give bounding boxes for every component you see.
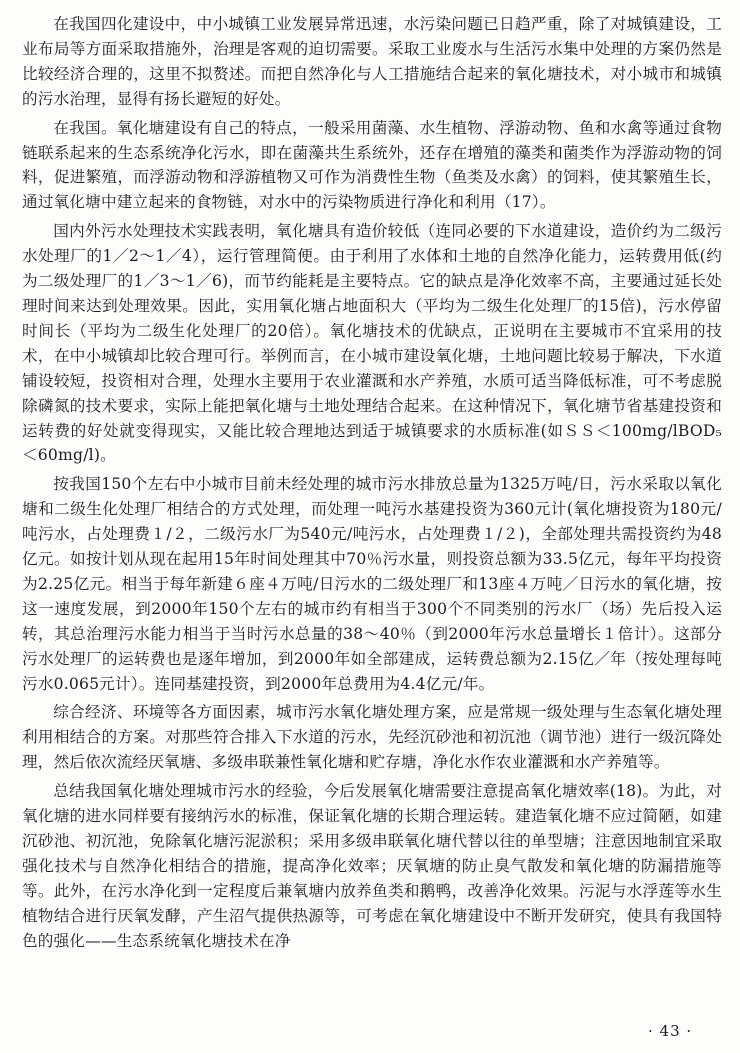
paragraph-5: 综合经济、环境等各方面因素，城市污水氧化塘处理方案，应是常规一级处理与生态氧化塘处理利用相结合的方案。对那些符合排入下水道的污水，先经沉砂池和初沉池（调节池）进行一级沉降处理，然后依次流经厌氧塘、多级串联兼性氧化塘和贮存塘，净化水作农业灌溉和水产养殖等。 — [22, 703, 722, 772]
document-body — [22, 12, 722, 954]
paragraph-4: 按我国150个左右中小城市目前未经处理的城市污水排放总量为1325万吨/日，污水采取以氧化塘和二级生化处理厂相结合的方式处理，而处理一吨污水基建投资为360元计(氧化塘投资为180元/吨污水，占处理费１/２，二级污水厂为540元/吨污水，占处理费１/２)，全部处理共需投资约为48亿元。如按计划从现在起用15年时间处理其中70％污水量，则投资总额为33.5亿元，每年平均投资为2.25亿元。相当于每年新建６座４万吨/日污水的二级处理厂和13座４万吨／日污水的氧化塘，按这一速度发展，到2000年150个左右的城市约有相当于300个不同类别的污水厂（场）先后投入运转，其总治理污水能力相当于当时污水总量的38～40％（到2000年污水总量增长１倍计）。这部分污水处理厂的运转费也是逐年增加，到2000年如全部建成，运转费总额为2.15亿／年（按处理每吨污水0.065元计）。连同基建投资，到2000年总费用为4.4亿元/年。 — [22, 475, 722, 693]
paragraph-2: 在我国。氧化塘建设有自己的特点，一般采用菌藻、水生植物、浮游动物、鱼和水禽等通过食物链联系起来的生态系统净化污水，即在菌藻共生系统外，还存在增殖的藻类和菌类作为浮游动物的饲料，促进繁殖，而浮游动物和浮游植物又可作为消费性生物（鱼类及水禽）的饲料，使其繁殖生长，通过氧化塘中建立起来的食物链，对水中的污染物质进行净化和利用（17）。 — [22, 118, 722, 212]
page-number: · 43 · — [648, 1022, 693, 1040]
paragraph-3: 国内外污水处理技术实践表明，氧化塘具有造价较低（连同必要的下水道建设，造价约为二级污水处理厂的1／2～1／4），运行管理简便。由于利用了水体和土地的自然净化能力，运转费用低(约为二级处理厂的1／3～1／6)，而节约能耗是主要特点。它的缺点是净化效率不高，主要通过延长处理时间来达到处理效果。因此，实用氧化塘占地面积大（平均为二级生化处理厂的15倍)，污水停留时间长（平均为二级生化处理厂的20倍）。氧化塘技术的优缺点，正说明在主要城市不宜采用的技术，在中小城镇却比较合理可行。举例而言，在小城市建设氧化塘，土地问题比较易于解决，下水道铺设较短，投资相对合理，处理水主要用于农业灌溉和水产养殖，水质可适当降低标准，可不考虑脱除磷氮的技术要求，实际上能把氧化塘与土地处理结合起来。在这种情况下，氧化塘节省基建投资和运转费的好处就变得现实，又能比较合理地达到适于城镇要求的水质标准(如ＳＳ＜100mg/lBOD₅＜60mg/l)。 — [22, 222, 722, 465]
paragraph-1: 在我国四化建设中，中小城镇工业发展异常迅速，水污染问题已日趋严重，除了对城镇建设，工业布局等方面采取措施外，治理是客观的迫切需要。采取工业废水与生活污水集中处理的方案仍然是比较经济合理的，这里不拟赘述。而把自然净化与人工措施结合起来的氧化塘技术，对小城市和城镇的污水治理，显得有扬长避短的好处。 — [22, 15, 722, 108]
paragraph-6: 总结我国氧化塘处理城市污水的经验，今后发展氧化塘需要注意提高氧化塘效率(18)。为此，对氧化塘的进水同样要有接纳污水的标准，保证氧化塘的长期合理运转。建造氧化塘不应过简陋，如建沉砂池、初沉池，免除氧化塘污泥淤积；采用多级串联氧化塘代替以往的单型塘；注意因地制宜采取强化技术与自然净化相结合的措施，提高净化效率；厌氧塘的防止臭气散发和氧化塘的防漏措施等等。此外，在污水净化到一定程度后兼氧塘内放养鱼类和鹅鸭，改善净化效果。污泥与水浮莲等水生植物结合进行厌氧发酵，产生沼气提供热源等，可考虑在氧化塘建设中不断开发研究，使具有我国特色的强化——生态系统氧化塘技术在净 — [22, 782, 722, 950]
